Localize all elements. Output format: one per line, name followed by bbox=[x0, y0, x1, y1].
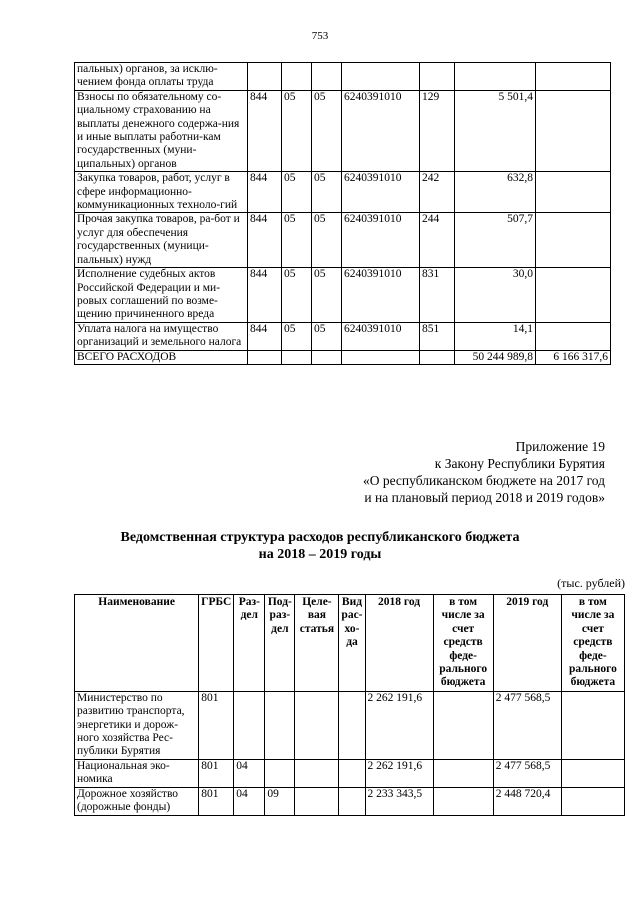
cell-podrazdel bbox=[265, 759, 295, 787]
total-federal: 6 166 317,6 bbox=[536, 350, 611, 364]
cell-y2018: 2 262 191,6 bbox=[365, 759, 433, 787]
cell-podrazdel: 05 bbox=[312, 172, 342, 213]
cell-name: Прочая закупка товаров, ра-бот и услуг для обеспечения государственных (муници-пальных) нужд bbox=[75, 213, 248, 268]
cell-podrazdel: 05 bbox=[312, 268, 342, 323]
table-row bbox=[75, 691, 625, 759]
cell-amount: 5 501,4 bbox=[455, 90, 536, 171]
cell-grbs: 801 bbox=[199, 787, 234, 815]
cell-amount: 14,1 bbox=[455, 322, 536, 350]
cell-federal bbox=[536, 322, 611, 350]
header-grbs: ГРБС bbox=[199, 595, 234, 692]
header-name: Наименование bbox=[75, 595, 199, 692]
table-row bbox=[75, 172, 611, 213]
cell-vid bbox=[339, 759, 365, 787]
cell-razdel: 05 bbox=[282, 322, 312, 350]
cell-name: Закупка товаров, работ, услуг в сфере информационно-коммуникационных техноло-гий bbox=[75, 172, 248, 213]
table-row bbox=[75, 90, 611, 171]
table-row bbox=[75, 63, 611, 91]
header-2018: 2018 год bbox=[365, 595, 433, 692]
cell-vid: 244 bbox=[420, 213, 455, 268]
cell-statya bbox=[295, 787, 339, 815]
cell-amount: 507,7 bbox=[455, 213, 536, 268]
table-header-row bbox=[75, 595, 625, 692]
cell-fed2018 bbox=[433, 691, 493, 759]
document-title bbox=[0, 529, 640, 563]
cell-vid bbox=[339, 691, 365, 759]
expenses-table-continued bbox=[74, 62, 611, 365]
empty-cell bbox=[312, 350, 342, 364]
annex-block bbox=[363, 438, 605, 506]
cell-statya: 6240391010 bbox=[342, 213, 420, 268]
header-razdel: Раз-дел bbox=[234, 595, 265, 692]
cell-podrazdel: 05 bbox=[312, 90, 342, 171]
cell-y2018: 2 262 191,6 bbox=[365, 691, 433, 759]
annex-line-3: «О республиканском бюджете на 2017 год bbox=[362, 473, 605, 488]
cell-y2018: 2 233 343,5 bbox=[365, 787, 433, 815]
annex-line-1: Приложение 19 bbox=[515, 439, 605, 454]
cell-federal bbox=[536, 213, 611, 268]
cell-amount: 30,0 bbox=[455, 268, 536, 323]
table-row bbox=[75, 268, 611, 323]
cell-grbs bbox=[248, 63, 282, 91]
cell-grbs: 801 bbox=[199, 759, 234, 787]
cell-razdel: 05 bbox=[282, 268, 312, 323]
cell-name: Дорожное хозяйство (дорожные фонды) bbox=[75, 787, 199, 815]
cell-grbs: 844 bbox=[248, 172, 282, 213]
cell-statya: 6240391010 bbox=[342, 172, 420, 213]
empty-cell bbox=[342, 350, 420, 364]
title-line-1: Ведомственная структура расходов республиканского бюджета bbox=[120, 530, 520, 545]
total-label: ВСЕГО РАСХОДОВ bbox=[75, 350, 248, 364]
cell-vid: 129 bbox=[420, 90, 455, 171]
table-row bbox=[75, 787, 625, 815]
cell-vid: 831 bbox=[420, 268, 455, 323]
table-row bbox=[75, 759, 625, 787]
cell-name: Уплата налога на имущество организаций и земельного налога bbox=[75, 322, 248, 350]
budget-structure-table bbox=[74, 594, 625, 816]
units-label: (тыс. рублей) bbox=[557, 576, 625, 590]
cell-federal bbox=[536, 90, 611, 171]
cell-federal bbox=[536, 63, 611, 91]
header-vid: Вид рас-хо-да bbox=[339, 595, 365, 692]
cell-statya: 6240391010 bbox=[342, 268, 420, 323]
cell-fed2019 bbox=[561, 759, 624, 787]
header-fed-2018: в том числе за счет средств феде-рального бюджета bbox=[433, 595, 493, 692]
cell-vid bbox=[420, 63, 455, 91]
cell-razdel: 05 bbox=[282, 90, 312, 171]
cell-name: Исполнение судебных актов Российской Федерации и ми-ровых соглашений по возме-щению причиненного вреда bbox=[75, 268, 248, 323]
cell-vid: 242 bbox=[420, 172, 455, 213]
cell-federal bbox=[536, 268, 611, 323]
cell-statya: 6240391010 bbox=[342, 90, 420, 171]
cell-statya bbox=[295, 691, 339, 759]
cell-name: Национальная эко-номика bbox=[75, 759, 199, 787]
cell-y2019: 2 477 568,5 bbox=[493, 691, 561, 759]
cell-fed2018 bbox=[433, 787, 493, 815]
cell-grbs: 844 bbox=[248, 213, 282, 268]
header-statya: Целе-вая статья bbox=[295, 595, 339, 692]
cell-grbs: 844 bbox=[248, 90, 282, 171]
cell-podrazdel: 05 bbox=[312, 213, 342, 268]
cell-amount bbox=[455, 63, 536, 91]
title-line-2: на 2018 – 2019 годы bbox=[258, 547, 382, 562]
cell-podrazdel: 05 bbox=[312, 322, 342, 350]
annex-line-2: к Закону Республики Бурятия bbox=[434, 456, 605, 471]
cell-razdel: 04 bbox=[234, 787, 265, 815]
cell-statya bbox=[295, 759, 339, 787]
header-2019: 2019 год bbox=[493, 595, 561, 692]
empty-cell bbox=[248, 350, 282, 364]
total-amount: 50 244 989,8 bbox=[455, 350, 536, 364]
cell-name: Министерство по развитию транспорта, энергетики и дорож-ного хозяйства Рес-публики Бурятия bbox=[75, 691, 199, 759]
cell-razdel: 05 bbox=[282, 213, 312, 268]
cell-podrazdel: 09 bbox=[265, 787, 295, 815]
annex-line-4: и на плановый период 2018 и 2019 годов» bbox=[364, 490, 605, 505]
cell-vid: 851 bbox=[420, 322, 455, 350]
cell-fed2019 bbox=[561, 691, 624, 759]
cell-fed2019 bbox=[561, 787, 624, 815]
cell-federal bbox=[536, 172, 611, 213]
cell-fed2018 bbox=[433, 759, 493, 787]
cell-y2019: 2 448 720,4 bbox=[493, 787, 561, 815]
cell-vid bbox=[339, 787, 365, 815]
table-row bbox=[75, 322, 611, 350]
cell-y2019: 2 477 568,5 bbox=[493, 759, 561, 787]
header-fed-2019: в том числе за счет средств феде-рального бюджета bbox=[561, 595, 624, 692]
cell-statya: 6240391010 bbox=[342, 322, 420, 350]
cell-statya bbox=[342, 63, 420, 91]
cell-razdel bbox=[234, 691, 265, 759]
cell-razdel: 04 bbox=[234, 759, 265, 787]
cell-amount: 632,8 bbox=[455, 172, 536, 213]
cell-name: пальных) органов, за исклю-чением фонда оплаты труда bbox=[75, 63, 248, 91]
cell-grbs: 844 bbox=[248, 268, 282, 323]
page-number: 753 bbox=[311, 30, 329, 42]
cell-name: Взносы по обязательному со-циальному страхованию на выплаты денежного содержа-ния и иные выплаты работни-кам государственных (муни-ципальных) органов bbox=[75, 90, 248, 171]
cell-grbs: 801 bbox=[199, 691, 234, 759]
cell-podrazdel bbox=[312, 63, 342, 91]
table-row bbox=[75, 213, 611, 268]
header-podrazdel: Под-раз-дел bbox=[265, 595, 295, 692]
cell-razdel bbox=[282, 63, 312, 91]
empty-cell bbox=[282, 350, 312, 364]
total-row bbox=[75, 350, 611, 364]
empty-cell bbox=[420, 350, 455, 364]
cell-razdel: 05 bbox=[282, 172, 312, 213]
cell-podrazdel bbox=[265, 691, 295, 759]
cell-grbs: 844 bbox=[248, 322, 282, 350]
